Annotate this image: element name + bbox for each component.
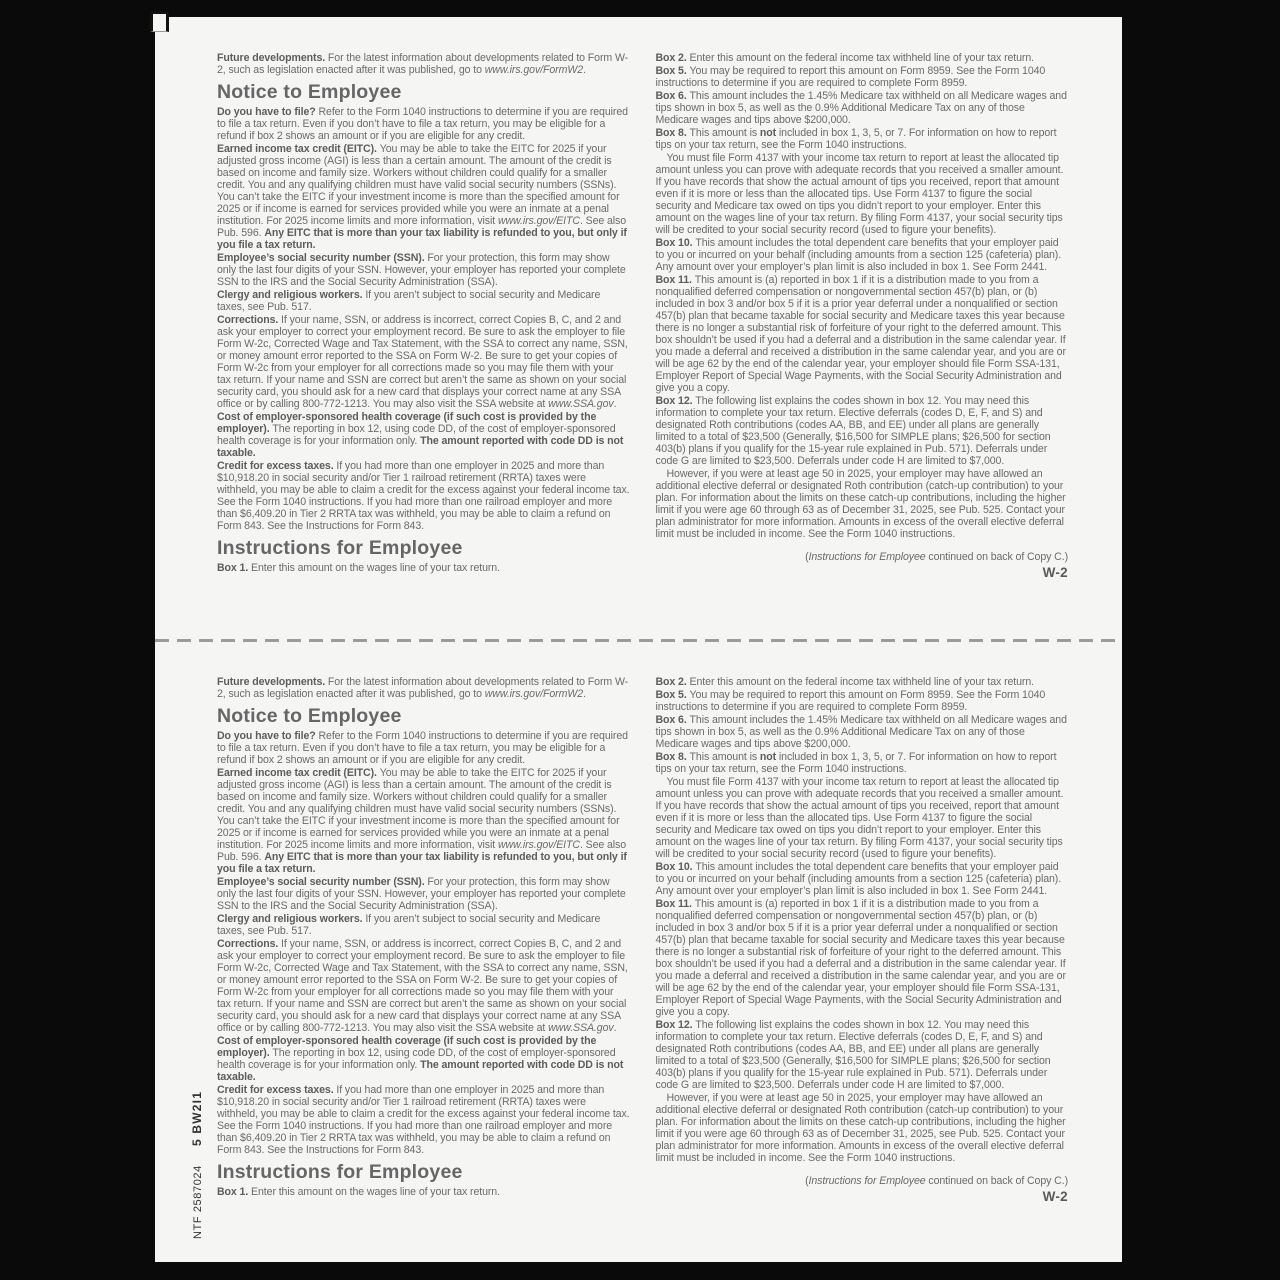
para-box-5: Box 5. You may be required to report this amount on Form 8959. See the Form 1040 instructions to determine if you are required to complete Form 8959.: [655, 65, 1046, 89]
form-label-w2: W-2: [1042, 1189, 1068, 1204]
para-box-10: Box 10. This amount includes the total dependent care benefits that your employer paid to you or incurred on your behalf (including amounts from a section 125 (cafeteria) plan). Any amount over your employer’s plan limit is also included in box 1. See Form 2441.: [655, 237, 1062, 273]
left-column: [217, 676, 630, 1204]
corner-registration-mark: [150, 11, 169, 32]
para-do-you-have-to-file: Do you have to file? Refer to the Form 1040 instructions to determine if you are required to file a tax return. Even if you don’t have to file a tax return, you may be eligible for a refund if box 2 shows an amount or if you are eligible for any credit.: [217, 106, 628, 142]
instruction-copy-bottom: [155, 676, 1122, 1204]
notice-to-employee-heading: Notice to Employee: [217, 81, 402, 103]
para-clergy-religious-workers: Clergy and religious workers. If you aren’t subject to social security and Medicare taxes, see Pub. 517.: [217, 913, 601, 937]
para-catch-up-contributions: However, if you were at least age 50 in 2025, your employer may have allowed an additional elective deferral or designated Roth contribution (catch-up contribution) to your plan. For information about the limits on these catch-up contributions, including the higher limit if you were age 60 through 63 as of December 31, 2025, see Pub. 525. Contact your plan administrator for more information. Amounts in excess of the overall elective deferral limit must be included in income. See the Form 1040 instructions.: [655, 1092, 1066, 1164]
para-box-11: Box 11. This amount is (a) reported in box 1 if it is a distribution made to you from a nonqualified deferred compensation or nongovernmental section 457(b) plan, or (b) included in box 3 and/or box 5 if it is a prior year deferral under a nonqualified or section 457(b) plan that became taxable for social security and Medicare taxes this year because there is no longer a substantial risk of forfeiture of your right to the deferred amount. This box shouldn’t be used if you had a deferral and a distribution in the same calendar year. If you made a deferral and received a distribution in the same calendar year, and you are or will be age 62 by the end of the calendar year, your employer should file Form SSA-131, Employer Report of Special Wage Payments, with the Social Security Administration and give you a copy.: [655, 898, 1066, 1018]
para-box-12: Box 12. The following list explains the codes shown in box 12. You may need this information to complete your tax return. Elective deferrals (codes D, E, F, and S) and designated Roth contributions (codes AA, BB, and EE) under all plans are generally limited to a total of $23,500 (Generally, $16,500 for SIMPLE plans; $26,500 for section 403(b) plans if you qualify for the 15-year rule explained in Pub. 571). Deferrals under code G are limited to $23,500. Deferrals under code H are limited to $7,000.: [655, 395, 1051, 467]
form-product-code: 5 BW2I1: [190, 1090, 204, 1146]
instructions-for-employee-heading: Instructions for Employee: [217, 1161, 463, 1183]
para-box-1: Box 1. Enter this amount on the wages line of your tax return.: [217, 562, 500, 574]
left-column: [217, 52, 630, 580]
para-credit-excess-taxes: Credit for excess taxes. If you had more than one employer in 2025 and more than $10,918.20 in social security and/or Tier 1 railroad retirement (RRTA) taxes were withheld, you may be able to claim a credit for the excess against your federal income tax. See the Form 1040 instructions. If you had more than one railroad employer and more than $6,409.20 in Tier 2 RRTA tax was withheld, you may be able to claim a refund on Form 843. See the Instructions for Form 843.: [217, 460, 630, 532]
w2-instruction-sheet: [155, 17, 1122, 1262]
perforation-dashed-line: [155, 639, 1122, 642]
para-box-6: Box 6. This amount includes the 1.45% Medicare tax withheld on all Medicare wages and tips shown in box 5, as well as the 0.9% Additional Medicare Tax on any of those Medicare wages and tips above $200,000.: [655, 714, 1067, 750]
para-catch-up-contributions: However, if you were at least age 50 in 2025, your employer may have allowed an additional elective deferral or designated Roth contribution (catch-up contribution) to your plan. For information about the limits on these catch-up contributions, including the higher limit if you were age 60 through 63 as of December 31, 2025, see Pub. 525. Contact your plan administrator for more information. Amounts in excess of the overall elective deferral limit must be included in income. See the Form 1040 instructions.: [655, 468, 1066, 540]
para-box-2: Box 2. Enter this amount on the federal income tax withheld line of your tax return.: [655, 52, 1034, 64]
two-column-layout: [155, 676, 1122, 1204]
para-box-5: Box 5. You may be required to report this amount on Form 8959. See the Form 1040 instructions to determine if you are required to complete Form 8959.: [655, 689, 1046, 713]
para-box-12: Box 12. The following list explains the codes shown in box 12. You may need this information to complete your tax return. Elective deferrals (codes D, E, F, and S) and designated Roth contributions (codes AA, BB, and EE) under all plans are generally limited to a total of $23,500 (Generally, $16,500 for SIMPLE plans; $26,500 for section 403(b) plans if you qualify for the 15-year rule explained in Pub. 571). Deferrals under code G are limited to $23,500. Deferrals under code H are limited to $7,000.: [655, 1019, 1051, 1091]
form-label-w2: W-2: [1042, 565, 1068, 580]
para-corrections: Corrections. If your name, SSN, or address is incorrect, correct Copies B, C, and 2 and ask your employer to correct your employment record. Be sure to ask the employer to file Form W-2c, Corrected Wage and Tax Statement, with the SSA to correct any name, SSN, or money amount error reported to the SSA on Form W-2. Be sure to get your copies of Form W-2c from your employer for all corrections made so you may file them with your tax return. If your name and SSN are correct but aren’t the same as shown on your social security card, you should ask for a new card that displays your correct name at any SSA office or by calling 800-772-1213. You may also visit the SSA website at www.SSA.gov.: [217, 938, 628, 1034]
para-employee-ssn: Employee’s social security number (SSN). For your protection, this form may show only the last four digits of your SSN. However, your employer has reported your complete SSN to the IRS and the Social Security Administration (SSA).: [217, 876, 626, 912]
para-box-11: Box 11. This amount is (a) reported in box 1 if it is a distribution made to you from a nonqualified deferred compensation or nongovernmental section 457(b) plan, or (b) included in box 3 and/or box 5 if it is a prior year deferral under a nonqualified or section 457(b) plan that became taxable for social security and Medicare taxes this year because there is no longer a substantial risk of forfeiture of your right to the deferred amount. This box shouldn’t be used if you had a deferral and a distribution in the same calendar year. If you made a deferral and received a distribution in the same calendar year, and you are or will be age 62 by the end of the calendar year, your employer should file Form SSA-131, Employer Report of Special Wage Payments, with the Social Security Administration and give you a copy.: [655, 274, 1066, 394]
para-employee-ssn: Employee’s social security number (SSN). For your protection, this form may show only the last four digits of your SSN. However, your employer has reported your complete SSN to the IRS and the Social Security Administration (SSA).: [217, 252, 626, 288]
future-developments-paragraph: Future developments. For the latest information about developments related to Form W-2, such as legislation enacted after it was published, go to www.irs.gov/FormW2.: [217, 52, 629, 76]
continued-on-back-note: (Instructions for Employee continued on back of Copy C.): [805, 551, 1068, 563]
para-do-you-have-to-file: Do you have to file? Refer to the Form 1040 instructions to determine if you are required to file a tax return. Even if you don’t have to file a tax return, you may be eligible for a refund if box 2 shows an amount or if you are eligible for any credit.: [217, 730, 628, 766]
para-earned-income-tax-credit: Earned income tax credit (EITC). You may be able to take the EITC for 2025 if your adjusted gross income (AGI) is less than a certain amount. The amount of the credit is based on income and family size. Workers without children could qualify for a smaller credit. You and any qualifying children must have valid social security numbers (SSNs). You can’t take the EITC if your investment income is more than the specified amount for 2025 or if income is earned for services provided while you were an inmate at a penal institution. For 2025 income limits and more information, visit www.irs.gov/EITC. See also Pub. 596. Any EITC that is more than your tax liability is refunded to you, but only if you file a tax return.: [217, 767, 627, 875]
notice-to-employee-heading: Notice to Employee: [217, 705, 402, 727]
para-box-8: Box 8. This amount is not included in box 1, 3, 5, or 7. For information on how to report tips on your tax return, see the Form 1040 instructions.: [655, 751, 1057, 775]
para-box-2: Box 2. Enter this amount on the federal income tax withheld line of your tax return.: [655, 676, 1034, 688]
para-clergy-religious-workers: Clergy and religious workers. If you aren’t subject to social security and Medicare taxes, see Pub. 517.: [217, 289, 601, 313]
para-corrections: Corrections. If your name, SSN, or address is incorrect, correct Copies B, C, and 2 and ask your employer to correct your employment record. Be sure to ask the employer to file Form W-2c, Corrected Wage and Tax Statement, with the SSA to correct any name, SSN, or money amount error reported to the SSA on Form W-2. Be sure to get your copies of Form W-2c from your employer for all corrections made so you may file them with your tax return. If your name and SSN are correct but aren’t the same as shown on your social security card, you should ask for a new card that displays your correct name at any SSA office or by calling 800-772-1213. You may also visit the SSA website at www.SSA.gov.: [217, 314, 628, 410]
para-box-1: Box 1. Enter this amount on the wages line of your tax return.: [217, 1186, 500, 1198]
para-box-8: Box 8. This amount is not included in box 1, 3, 5, or 7. For information on how to report tips on your tax return, see the Form 1040 instructions.: [655, 127, 1057, 151]
instructions-for-employee-heading: Instructions for Employee: [217, 537, 463, 559]
para-health-coverage: Cost of employer-sponsored health coverage (if such cost is provided by the employer). The reporting in box 12, using code DD, of the cost of employer-sponsored health coverage is for your information only. The amount reported with code DD is not taxable.: [217, 411, 624, 459]
para-earned-income-tax-credit: Earned income tax credit (EITC). You may be able to take the EITC for 2025 if your adjusted gross income (AGI) is less than a certain amount. The amount of the credit is based on income and family size. Workers without children could qualify for a smaller credit. You and any qualifying children must have valid social security numbers (SSNs). You can’t take the EITC if your investment income is more than the specified amount for 2025 or if income is earned for services provided while you were an inmate at a penal institution. For 2025 income limits and more information, visit www.irs.gov/EITC. See also Pub. 596. Any EITC that is more than your tax liability is refunded to you, but only if you file a tax return.: [217, 143, 627, 251]
right-column: [656, 676, 1069, 1204]
two-column-layout: [155, 52, 1122, 580]
continued-on-back-note: (Instructions for Employee continued on back of Copy C.): [805, 1175, 1068, 1187]
future-developments-paragraph: Future developments. For the latest information about developments related to Form W-2, such as legislation enacted after it was published, go to www.irs.gov/FormW2.: [217, 676, 629, 700]
para-box-10: Box 10. This amount includes the total dependent care benefits that your employer paid to you or incurred on your behalf (including amounts from a section 125 (cafeteria) plan). Any amount over your employer’s plan limit is also included in box 1. See Form 2441.: [655, 861, 1062, 897]
para-form-4137: You must file Form 4137 with your income tax return to report at least the allocated tip amount unless you can prove with adequate records that you received a smaller amount. If you have records that show the actual amount of tips you received, report that amount even if it is more or less than the allocated tips. Use Form 4137 to figure the social security and Medicare tax owed on tips you didn’t report to your employer. Enter this amount on the wages line of your tax return. By filing Form 4137, your social security tips will be credited to your social security record (used to figure your benefits).: [655, 776, 1064, 860]
para-health-coverage: Cost of employer-sponsored health coverage (if such cost is provided by the employer). The reporting in box 12, using code DD, of the cost of employer-sponsored health coverage is for your information only. The amount reported with code DD is not taxable.: [217, 1035, 624, 1083]
instruction-copy-top: [155, 52, 1122, 580]
para-credit-excess-taxes: Credit for excess taxes. If you had more than one employer in 2025 and more than $10,918.20 in social security and/or Tier 1 railroad retirement (RRTA) taxes were withheld, you may be able to claim a credit for the excess against your federal income tax. See the Form 1040 instructions. If you had more than one railroad employer and more than $6,409.20 in Tier 2 RRTA tax was withheld, you may be able to claim a refund on Form 843. See the Instructions for Form 843.: [217, 1084, 630, 1156]
para-form-4137: You must file Form 4137 with your income tax return to report at least the allocated tip amount unless you can prove with adequate records that you received a smaller amount. If you have records that show the actual amount of tips you received, report that amount even if it is more or less than the allocated tips. Use Form 4137 to figure the social security and Medicare tax owed on tips you didn’t report to your employer. Enter this amount on the wages line of your tax return. By filing Form 4137, your social security tips will be credited to your social security record (used to figure your benefits).: [655, 152, 1064, 236]
ntf-number: NTF 2587024: [192, 1165, 204, 1239]
para-box-6: Box 6. This amount includes the 1.45% Medicare tax withheld on all Medicare wages and tips shown in box 5, as well as the 0.9% Additional Medicare Tax on any of those Medicare wages and tips above $200,000.: [655, 90, 1067, 126]
right-column: [656, 52, 1069, 580]
